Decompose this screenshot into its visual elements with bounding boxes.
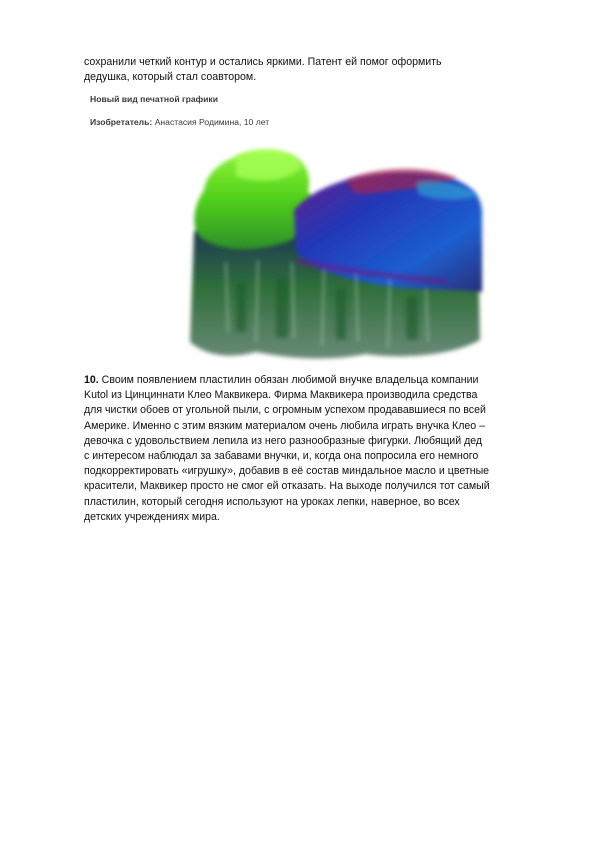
fact-number: 10. <box>84 374 99 386</box>
text-line: дедушка, который стал соавтором. <box>84 71 257 84</box>
figure-title: Новый вид печатной графики <box>90 94 218 104</box>
text-line: пластилин, который сегодня используют на уроках лепки, наверное, во всех <box>84 495 460 508</box>
text-line: детских учреждениях мира. <box>84 510 220 523</box>
figure-inventor <box>90 117 269 127</box>
text-line-first <box>84 373 524 388</box>
figure-printed-graphics <box>86 92 508 364</box>
text-line: девочка с удовольствием лепила из него разнообразные фигурки. Любящий дед <box>84 434 483 447</box>
abstract-paint-print-image <box>86 92 508 364</box>
text-line: красители, Маквикер просто не смог ей отказать. На выходе получился тот самый <box>84 480 490 493</box>
text-line: сохранили четкий контур и остались яркими. Патент ей помог оформить <box>84 56 442 68</box>
text-line: Америке. Именно с этим вязким материалом очень любила играть внучка Клео – <box>84 419 486 432</box>
text-line: Kutol из Цинциннати Клео Маквикера. Фирма Маквикера производила средства <box>84 389 478 402</box>
paragraph-continuation <box>84 55 524 85</box>
inventor-label: Изобретатель: <box>90 117 153 127</box>
text-line: с интересом наблюдал за забавами внучки, и, когда она попросила его немного <box>84 450 479 463</box>
text-line: для чистки обоев от угольной пыли, с огромным успехом продававшиеся по всей <box>84 404 486 417</box>
text-line-rest: Своим появлением пластилин обязан любимой внучке владельца компании <box>98 374 479 386</box>
text-line: подкорректировать «игрушку», добавив в её состав миндальное масло и цветные <box>84 465 490 478</box>
paragraph-fact-10 <box>84 373 524 525</box>
inventor-value: Анастасия Родимина, 10 лет <box>154 117 270 127</box>
